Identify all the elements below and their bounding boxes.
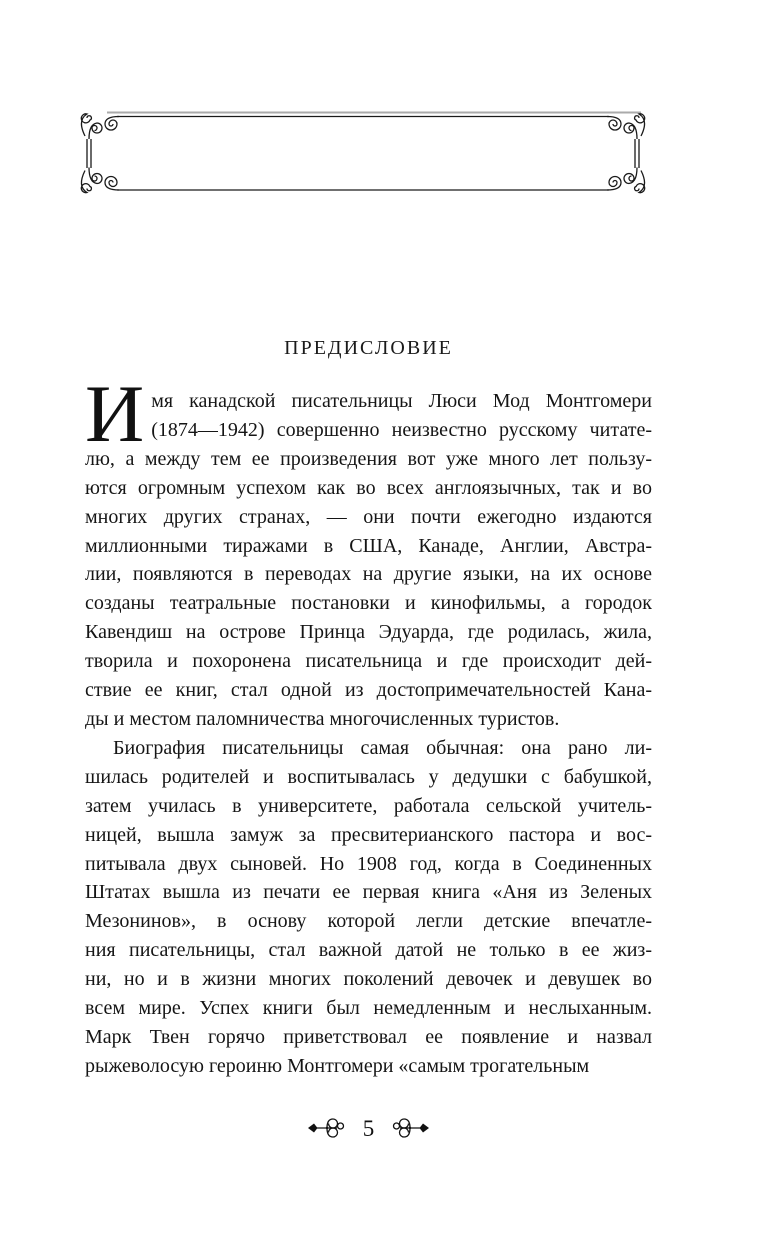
text-line: ствие ее книг, стал одной из достопримечательностей Кана- [85, 679, 652, 702]
text-line: Мезонинов», в основу которой легли детские впечатле- [85, 910, 652, 933]
text-line: Биография писательницы самая обычная: она рано ли- [113, 736, 652, 759]
paragraph-1-lines [85, 368, 652, 734]
text-line: многих других странах, — они почти ежегодно издаются [85, 505, 652, 528]
decorative-frame-icon [75, 108, 651, 204]
body-text [85, 368, 652, 1081]
text-line: затем училась в университете, работала сельской учитель- [85, 794, 652, 817]
decorative-frame [75, 108, 651, 204]
text-line: Штатах вышла из печати ее первая книга «Аня из Зеленых [85, 881, 652, 904]
text-line: питывала двух сыновей. Но 1908 год, когда в Соединенных [85, 852, 652, 875]
text-line: рыжеволосую героиню Монтгомери «самым трогательным [85, 1054, 590, 1077]
text-line: мя канадской писательницы Люси Мод Монтгомери [151, 390, 652, 412]
paragraph-1 [85, 368, 652, 734]
paragraph-2 [85, 734, 652, 1081]
text-line: Марк Твен горячо приветствовал ее появление и назвал [85, 1025, 652, 1048]
text-line: созданы театральные постановки и кинофильмы, а городок [85, 592, 652, 615]
drop-cap: И [85, 368, 145, 459]
text-line: Кавендиш на острове Принца Эдуарда, где родилась, жила, [85, 621, 652, 644]
text-line: миллионными тиражами в США, Канаде, Англии, Австра- [85, 534, 652, 557]
paragraph-2-lines [85, 734, 652, 1081]
page-footer [85, 1110, 652, 1146]
fleuron-right-icon [389, 1114, 429, 1142]
text-line: шилась родителей и воспитывалась у дедушки с бабушкой, [85, 765, 652, 788]
text-line: ни, но и в жизни многих поколений девочек и девушек во [85, 968, 652, 991]
page-number: 5 [362, 1115, 375, 1141]
text-line: (1874—1942) совершенно неизвестно русскому читате- [151, 418, 652, 441]
text-line: лии, появляются в переводах на другие языки, на их основе [85, 563, 652, 586]
text-line: ды и местом паломничества многочисленных туристов. [85, 707, 560, 730]
text-line: ницей, вышла замуж за пресвитерианского пастора и вос- [85, 823, 652, 846]
fleuron-left-icon [308, 1114, 348, 1142]
text-line: творила и похоронена писательница и где происходит дей- [85, 650, 652, 673]
text-line: всем мире. Успех книги был немедленным и неслыханным. [85, 997, 652, 1020]
text-line: лю, а между тем ее произведения вот уже много лет пользу- [85, 447, 652, 470]
page-title: ПРЕДИСЛОВИЕ [284, 337, 453, 359]
text-line: ются огромным успехом как во всех англоязычных, так и во [85, 476, 652, 499]
text-line: ния писательницы, стал важной датой не только в ее жиз- [85, 939, 652, 962]
